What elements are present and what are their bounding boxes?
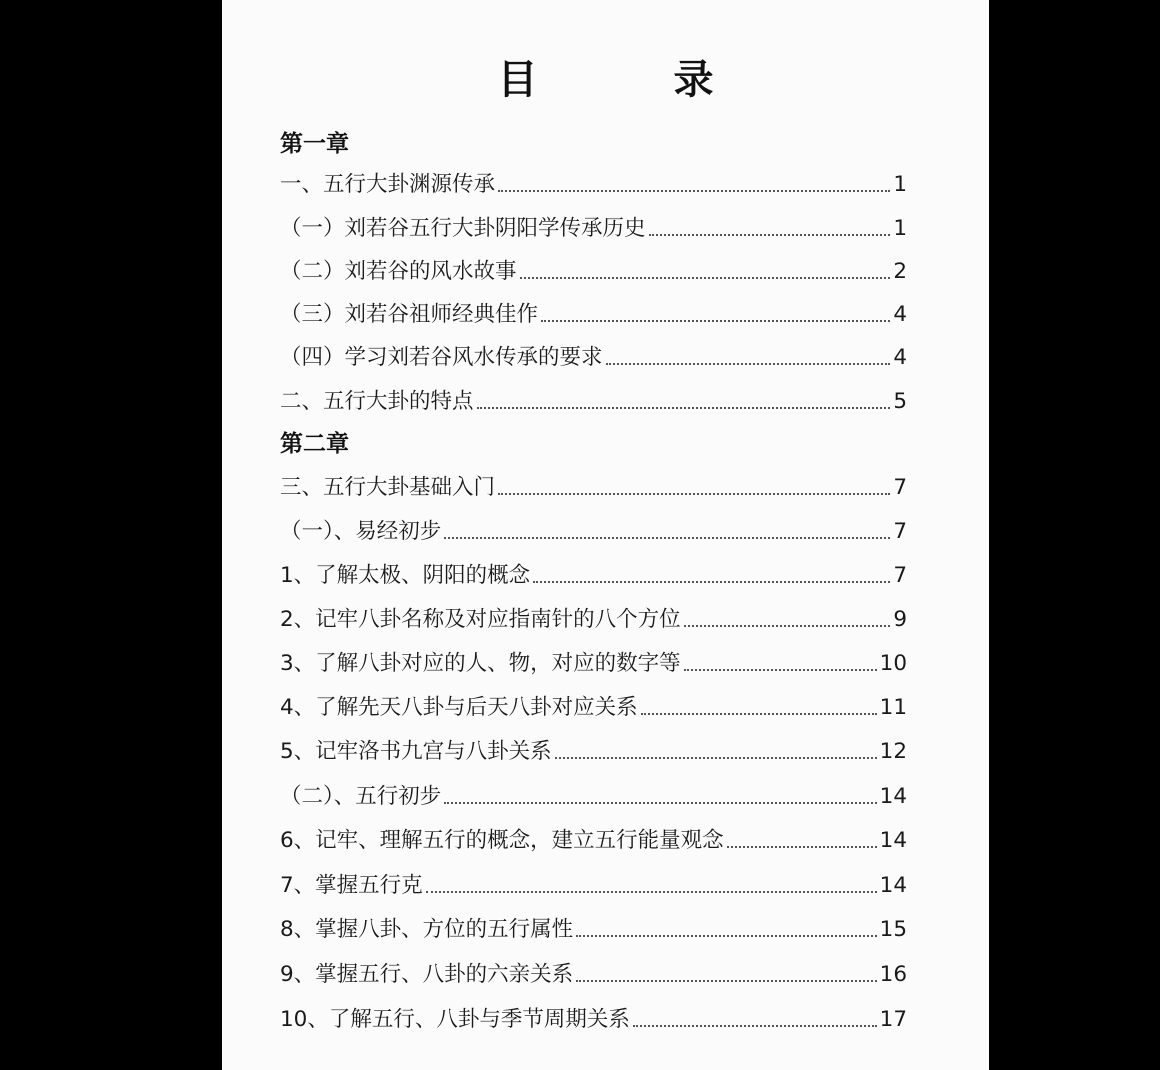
toc-entry-page: 16	[879, 962, 907, 987]
toc-entry-label: 4、了解先天八卦与后天八卦对应关系	[280, 695, 638, 720]
toc-entry	[280, 515, 907, 547]
toc-entry-label: （一）刘若谷五行大卦阴阳学传承历史	[280, 216, 646, 241]
dot-leader	[576, 935, 876, 937]
dot-leader	[641, 713, 877, 715]
toc-entry-page: 5	[893, 389, 907, 414]
dot-leader	[426, 891, 877, 893]
dot-leader	[498, 190, 890, 192]
toc-entry-label: 3、了解八卦对应的人、物，对应的数字等	[280, 651, 681, 676]
toc-entry	[280, 385, 907, 417]
dot-leader	[541, 320, 890, 322]
toc-entry-label: （二）、五行初步	[280, 784, 442, 809]
toc-entry-page: 14	[879, 784, 907, 809]
toc-entry	[280, 735, 907, 767]
toc-entry-page: 2	[893, 259, 907, 284]
toc-entry-label: 10、了解五行、八卦与季节周期关系	[280, 1007, 630, 1032]
toc-entry	[280, 913, 907, 945]
toc-entry-page: 7	[893, 475, 907, 500]
toc-entry	[280, 780, 907, 812]
toc-entry-page: 7	[893, 519, 907, 544]
toc-entry-label: 6、记牢、理解五行的概念，建立五行能量观念	[280, 828, 724, 853]
chapter-heading-2: 第二章	[280, 431, 349, 457]
toc-entry	[280, 647, 907, 679]
toc-entry-label: 9、掌握五行、八卦的六亲关系	[280, 962, 574, 987]
dot-leader	[684, 625, 890, 627]
toc-entry	[280, 691, 907, 723]
toc-entry-page: 7	[893, 563, 907, 588]
document-page	[222, 0, 989, 1070]
toc-entry	[280, 298, 907, 330]
dot-leader	[444, 537, 890, 539]
toc-entry-label: 5、记牢洛书九宫与八卦关系	[280, 739, 552, 764]
dot-leader	[477, 407, 890, 409]
toc-entry-page: 9	[893, 607, 907, 632]
toc-entry-label: （二）刘若谷的风水故事	[280, 259, 517, 284]
toc-entry-label: 二、五行大卦的特点	[280, 389, 474, 414]
dot-leader	[684, 669, 877, 671]
dot-leader	[555, 757, 877, 759]
toc-entry-label: （一）、易经初步	[280, 519, 442, 544]
toc-entry	[280, 1003, 907, 1035]
dot-leader	[498, 493, 890, 495]
toc-entry-label: （三）刘若谷祖师经典佳作	[280, 302, 539, 327]
toc-entry-label: 2、记牢八卦名称及对应指南针的八个方位	[280, 607, 681, 632]
toc-entry-page: 4	[893, 302, 907, 327]
toc-entry-page: 1	[893, 172, 907, 197]
toc-entry-label: 三、五行大卦基础入门	[280, 475, 496, 500]
toc-entry	[280, 341, 907, 373]
toc-entry	[280, 168, 907, 200]
toc-entry	[280, 958, 907, 990]
dot-leader	[649, 234, 890, 236]
toc-entry-label: 7、掌握五行克	[280, 873, 423, 898]
toc-entry	[280, 255, 907, 287]
toc-entry-label: 1、了解太极、阴阳的概念	[280, 563, 531, 588]
chapter-heading-1: 第一章	[280, 131, 349, 157]
toc-entry	[280, 471, 907, 503]
toc-entry-label: （四）学习刘若谷风水传承的要求	[280, 345, 603, 370]
dot-leader	[520, 277, 890, 279]
dot-leader	[606, 363, 890, 365]
dot-leader	[633, 1025, 877, 1027]
toc-entry-page: 17	[879, 1007, 907, 1032]
toc-entry-label: 8、掌握八卦、方位的五行属性	[280, 917, 574, 942]
dot-leader	[444, 802, 876, 804]
toc-entry-page: 12	[879, 739, 907, 764]
toc-entry-label: 一、五行大卦渊源传承	[280, 172, 496, 197]
dot-leader	[533, 581, 890, 583]
toc-entry-page: 11	[879, 695, 907, 720]
toc-entry-page: 15	[879, 917, 907, 942]
dot-leader	[727, 846, 877, 848]
toc-entry	[280, 869, 907, 901]
toc-entry-page: 4	[893, 345, 907, 370]
toc-entry-page: 1	[893, 216, 907, 241]
toc-entry-page: 14	[879, 828, 907, 853]
toc-entry-page: 14	[879, 873, 907, 898]
dot-leader	[576, 980, 876, 982]
toc-entry	[280, 212, 907, 244]
toc-entry-page: 10	[879, 651, 907, 676]
toc-entry	[280, 559, 907, 591]
toc-entry	[280, 603, 907, 635]
page-title: 目 录	[497, 56, 762, 103]
toc-entry	[280, 824, 907, 856]
